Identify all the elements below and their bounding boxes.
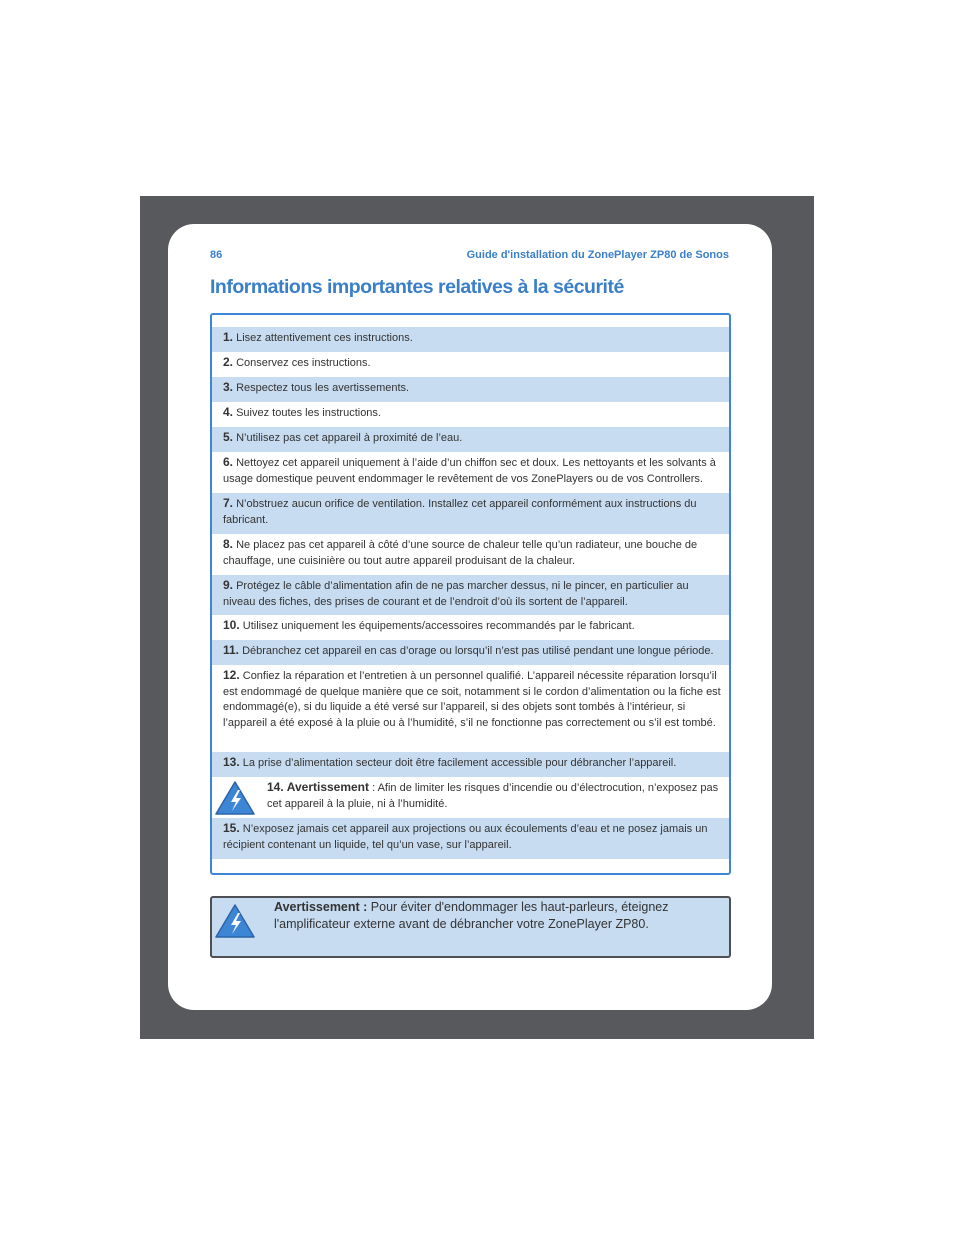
- instruction-item: 4. Suivez toutes les instructions.: [223, 405, 381, 419]
- running-header-title: Guide d'installation du ZonePlayer ZP80 de Sonos: [466, 249, 729, 261]
- instruction-item: 1. Lisez attentivement ces instructions.: [212, 327, 729, 352]
- electrical-hazard-icon: [214, 780, 256, 816]
- warning-text: Avertissement : Pour éviter d'endommager les haut-parleurs, éteignez l'amplificateur externe avant de débrancher votre ZonePlayer ZP80.: [274, 900, 669, 931]
- warning-callout: [210, 896, 731, 958]
- page-number: 86: [210, 249, 223, 261]
- instruction-item: 2. Conservez ces instructions.: [223, 355, 371, 369]
- instruction-item: 12. Confiez la réparation et l’entretien à un personnel qualifié. L’appareil nécessite réparation lorsqu’il est endommagé de quelque manière que ce soit, notamment si le cordon d’alimentation ou la fiche est endommagé(e), si du liquide a été versé sur l’appareil, si des objets sont tombés à l’intérieur, si l’appareil a été exposé à la pluie ou à l’humidité, s’il ne fonctionne pas correctement ou s’il est tombé.: [223, 668, 721, 729]
- instruction-item: 9. Protégez le câble d’alimentation afin de ne pas marcher dessus, ni le pincer, en particulier au niveau des fiches, des prises de courant et de l’endroit d’où ils sortent de l’appareil.: [212, 575, 729, 615]
- safety-instructions-box: [210, 313, 731, 875]
- instruction-item: 3. Respectez tous les avertissements.: [212, 377, 729, 402]
- section-title: Informations importantes relatives à la sécurité: [210, 276, 624, 298]
- instruction-item-warning: 14. Avertissement : Afin de limiter les risques d’incendie ou d’électrocution, n’exposez pas cet appareil à la pluie, ni à l’humidité.: [212, 777, 729, 818]
- instruction-item: 11. Débranchez cet appareil en cas d’orage ou lorsqu’il n’est pas utilisé pendant une longue période.: [212, 640, 729, 665]
- instruction-item: 6. Nettoyez cet appareil uniquement à l’aide d’un chiffon sec et doux. Les nettoyants et les solvants à usage domestique peuvent endommager le revêtement de vos ZonePlayers ou de vos Controllers.: [223, 455, 716, 485]
- electrical-hazard-icon: [214, 903, 256, 939]
- instruction-item: 5. N’utilisez pas cet appareil à proximité de l’eau.: [212, 427, 729, 452]
- instruction-item: 10. Utilisez uniquement les équipements/accessoires recommandés par le fabricant.: [223, 618, 635, 632]
- instruction-item: 15. N’exposez jamais cet appareil aux projections ou aux écoulements d’eau et ne posez jamais un récipient contenant un liquide, tel qu’un vase, sur l’appareil.: [212, 818, 729, 859]
- instruction-item: 7. N’obstruez aucun orifice de ventilation. Installez cet appareil conformément aux instructions du fabricant.: [212, 493, 729, 534]
- instruction-item: 13. La prise d’alimentation secteur doit être facilement accessible pour débrancher l’appareil.: [212, 752, 729, 777]
- instruction-item: 8. Ne placez pas cet appareil à côté d’une source de chaleur telle qu’un radiateur, une bouche de chauffage, une cuisinière ou tout autre appareil produisant de la chaleur.: [223, 537, 698, 567]
